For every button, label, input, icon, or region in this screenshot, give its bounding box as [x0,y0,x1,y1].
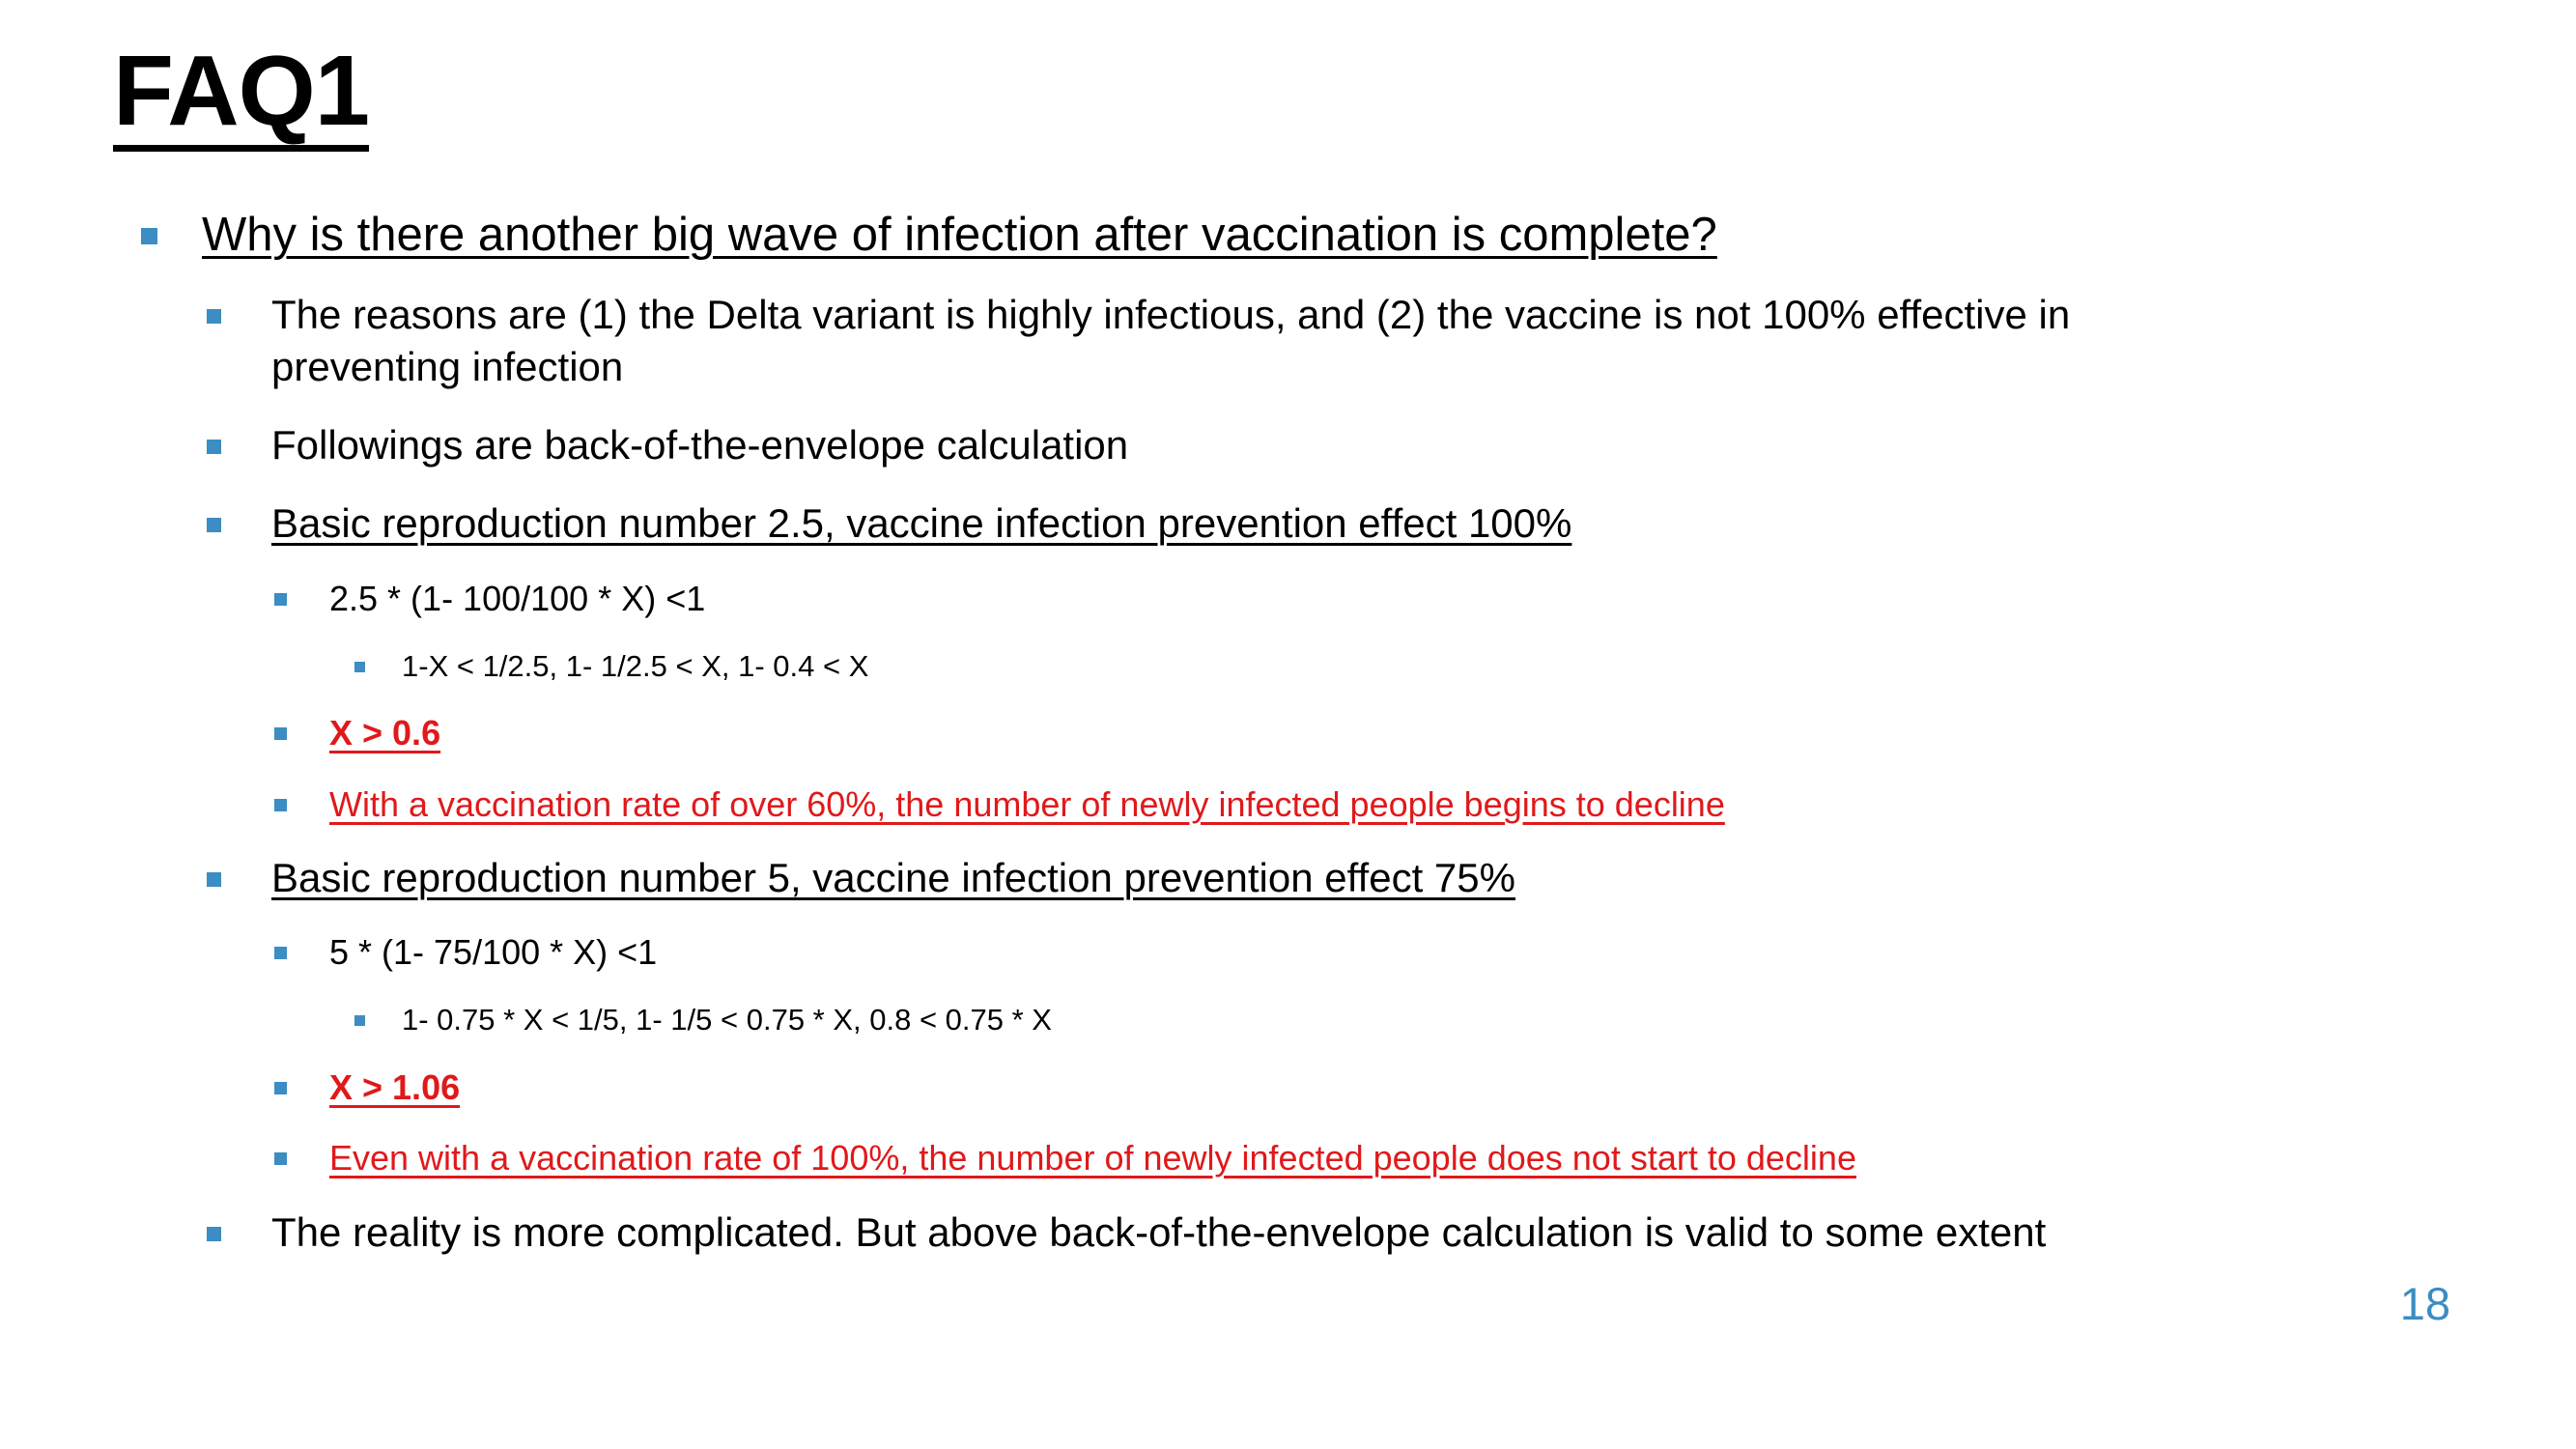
scenario-1-derivation: 1-X < 1/2.5, 1- 1/2.5 < X, 1- 0.4 < X [402,649,869,683]
followings-text: Followings are back-of-the-envelope calculation [271,422,1129,468]
bullet-square-icon [207,309,221,324]
reasons-text: The reasons are (1) the Delta variant is highly infectious, and (2) the vaccine is not 100% effective in [271,292,2071,337]
bullet-square-icon [354,1015,365,1026]
bullet-square-icon [274,727,287,740]
scenario-1-heading: Basic reproduction number 2.5, vaccine infection prevention effect 100% [271,500,1572,546]
scenario-2-derivation: 1- 0.75 * X < 1/5, 1- 1/5 < 0.75 * X, 0.8 < 0.75 * X [402,1003,1052,1037]
bullet-square-icon [274,799,287,811]
scenario-2-result: X > 1.06 [329,1067,461,1107]
bullet-square-icon [354,662,365,672]
bullet-square-icon [141,228,157,244]
scenario-1-result: X > 0.6 [329,713,441,753]
slide-title: FAQ1 [113,39,369,152]
scenario-2-formula: 5 * (1- 75/100 * X) <1 [329,932,658,972]
bullet-square-icon [207,1227,221,1241]
question-heading: Why is there another big wave of infection after vaccination is complete? [202,209,1717,261]
scenario-2-conclusion: Even with a vaccination rate of 100%, the number of newly infected people does not start to decline [329,1138,1856,1178]
bullet-square-icon [207,872,221,887]
scenario-1-formula: 2.5 * (1- 100/100 * X) <1 [329,579,706,618]
bullet-square-icon [207,518,221,532]
reality-text: The reality is more complicated. But above back-of-the-envelope calculation is valid to some extent [271,1209,2047,1255]
bullet-square-icon [274,1082,287,1094]
page-number: 18 [2399,1278,2450,1329]
scenario-1-conclusion: With a vaccination rate of over 60%, the number of newly infected people begins to decline [329,784,1725,824]
bullet-square-icon [274,947,287,959]
bullet-square-icon [274,1152,287,1165]
bullet-square-icon [207,440,221,454]
reasons-text-continued: preventing infection [271,344,624,389]
scenario-2-heading: Basic reproduction number 5, vaccine infection prevention effect 75% [271,855,1515,900]
bullet-square-icon [274,593,287,606]
